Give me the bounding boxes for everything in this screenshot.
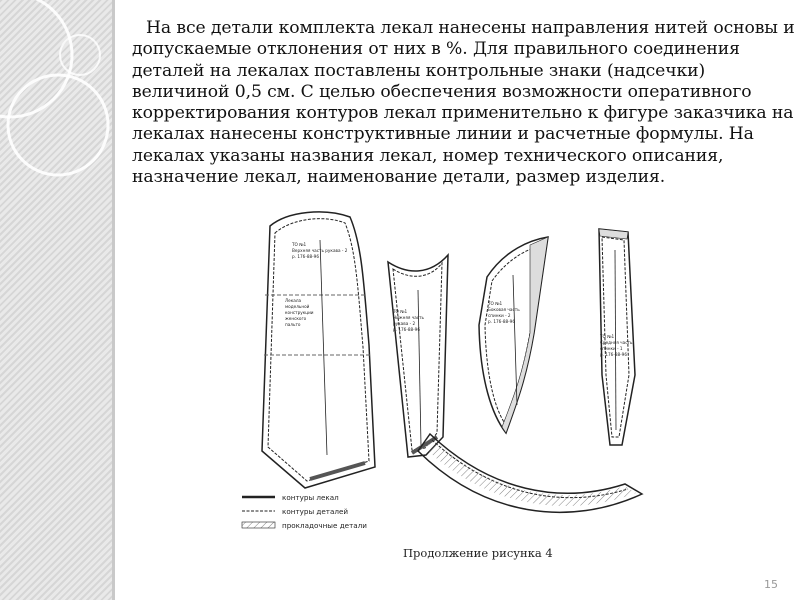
middle-back-label-3: спинки - 1 [600, 346, 623, 351]
template-note-2: модельной [285, 304, 310, 309]
side-back-label-1: ТО №1 [488, 301, 503, 306]
figure-caption: Продолжение рисунка 4 [403, 546, 553, 560]
lower-sleeve-label-4: р. 176-88-96 [393, 327, 420, 332]
upper-sleeve-label-3: р. 176-88-96 [292, 254, 319, 259]
side-back-label-2: Боковая часть [488, 307, 520, 312]
side-back-label-3: спинки - 2 [488, 313, 511, 318]
pattern-drawing [230, 205, 650, 535]
decorative-circles [0, 0, 140, 260]
template-note-5: пальто [285, 322, 301, 327]
middle-back-label-2: Средняя часть [600, 340, 633, 345]
upper-sleeve-label-2: Верхняя часть рукава - 2 [292, 248, 348, 253]
upper-sleeve-label-1: ТО №1 [292, 242, 307, 247]
legend-label-interlining: прокладочные детали [282, 521, 367, 530]
body-paragraph: На все детали комплекта лекал нанесены направления нитей основы и допускаемые отклонения от них в %. Для правильного соединения деталей на лекалах поставлены контрольные знаки (надсечки) величиной 0,5 см. С целью обеспечения возможности оперативного корректирования контуров лекал применительно к фигуре заказчика на лекалах нанесены конструктивные линии и расчетные формулы. На лекалах указаны названия лекал, номер технического описания, назначение лекал, наименование детали, размер изделия. [132, 18, 795, 188]
middle-back-label-1: ТО №1 [600, 334, 615, 339]
template-note-4: женского [285, 316, 307, 321]
page-number: 15 [764, 578, 778, 591]
middle-back-label-4: р. 176-88-96 [600, 352, 627, 357]
legend-label-contours-details: контуры деталей [282, 507, 349, 516]
template-note-3: конструкции [285, 310, 314, 315]
facing-strip-pattern [418, 434, 642, 512]
lower-sleeve-label-2: Нижняя часть [393, 315, 424, 320]
side-back-label-4: р. 176-88-96 [488, 319, 515, 324]
legend-label-contours-templates: контуры лекал [282, 493, 339, 502]
lower-sleeve-pattern [388, 255, 448, 457]
legend [242, 493, 367, 530]
template-note-1: Лекала [285, 298, 302, 303]
lower-sleeve-label-1: ТО №1 [393, 309, 408, 314]
lower-sleeve-label-3: рукава - 2 [393, 321, 416, 326]
side-back-pattern [479, 237, 548, 433]
